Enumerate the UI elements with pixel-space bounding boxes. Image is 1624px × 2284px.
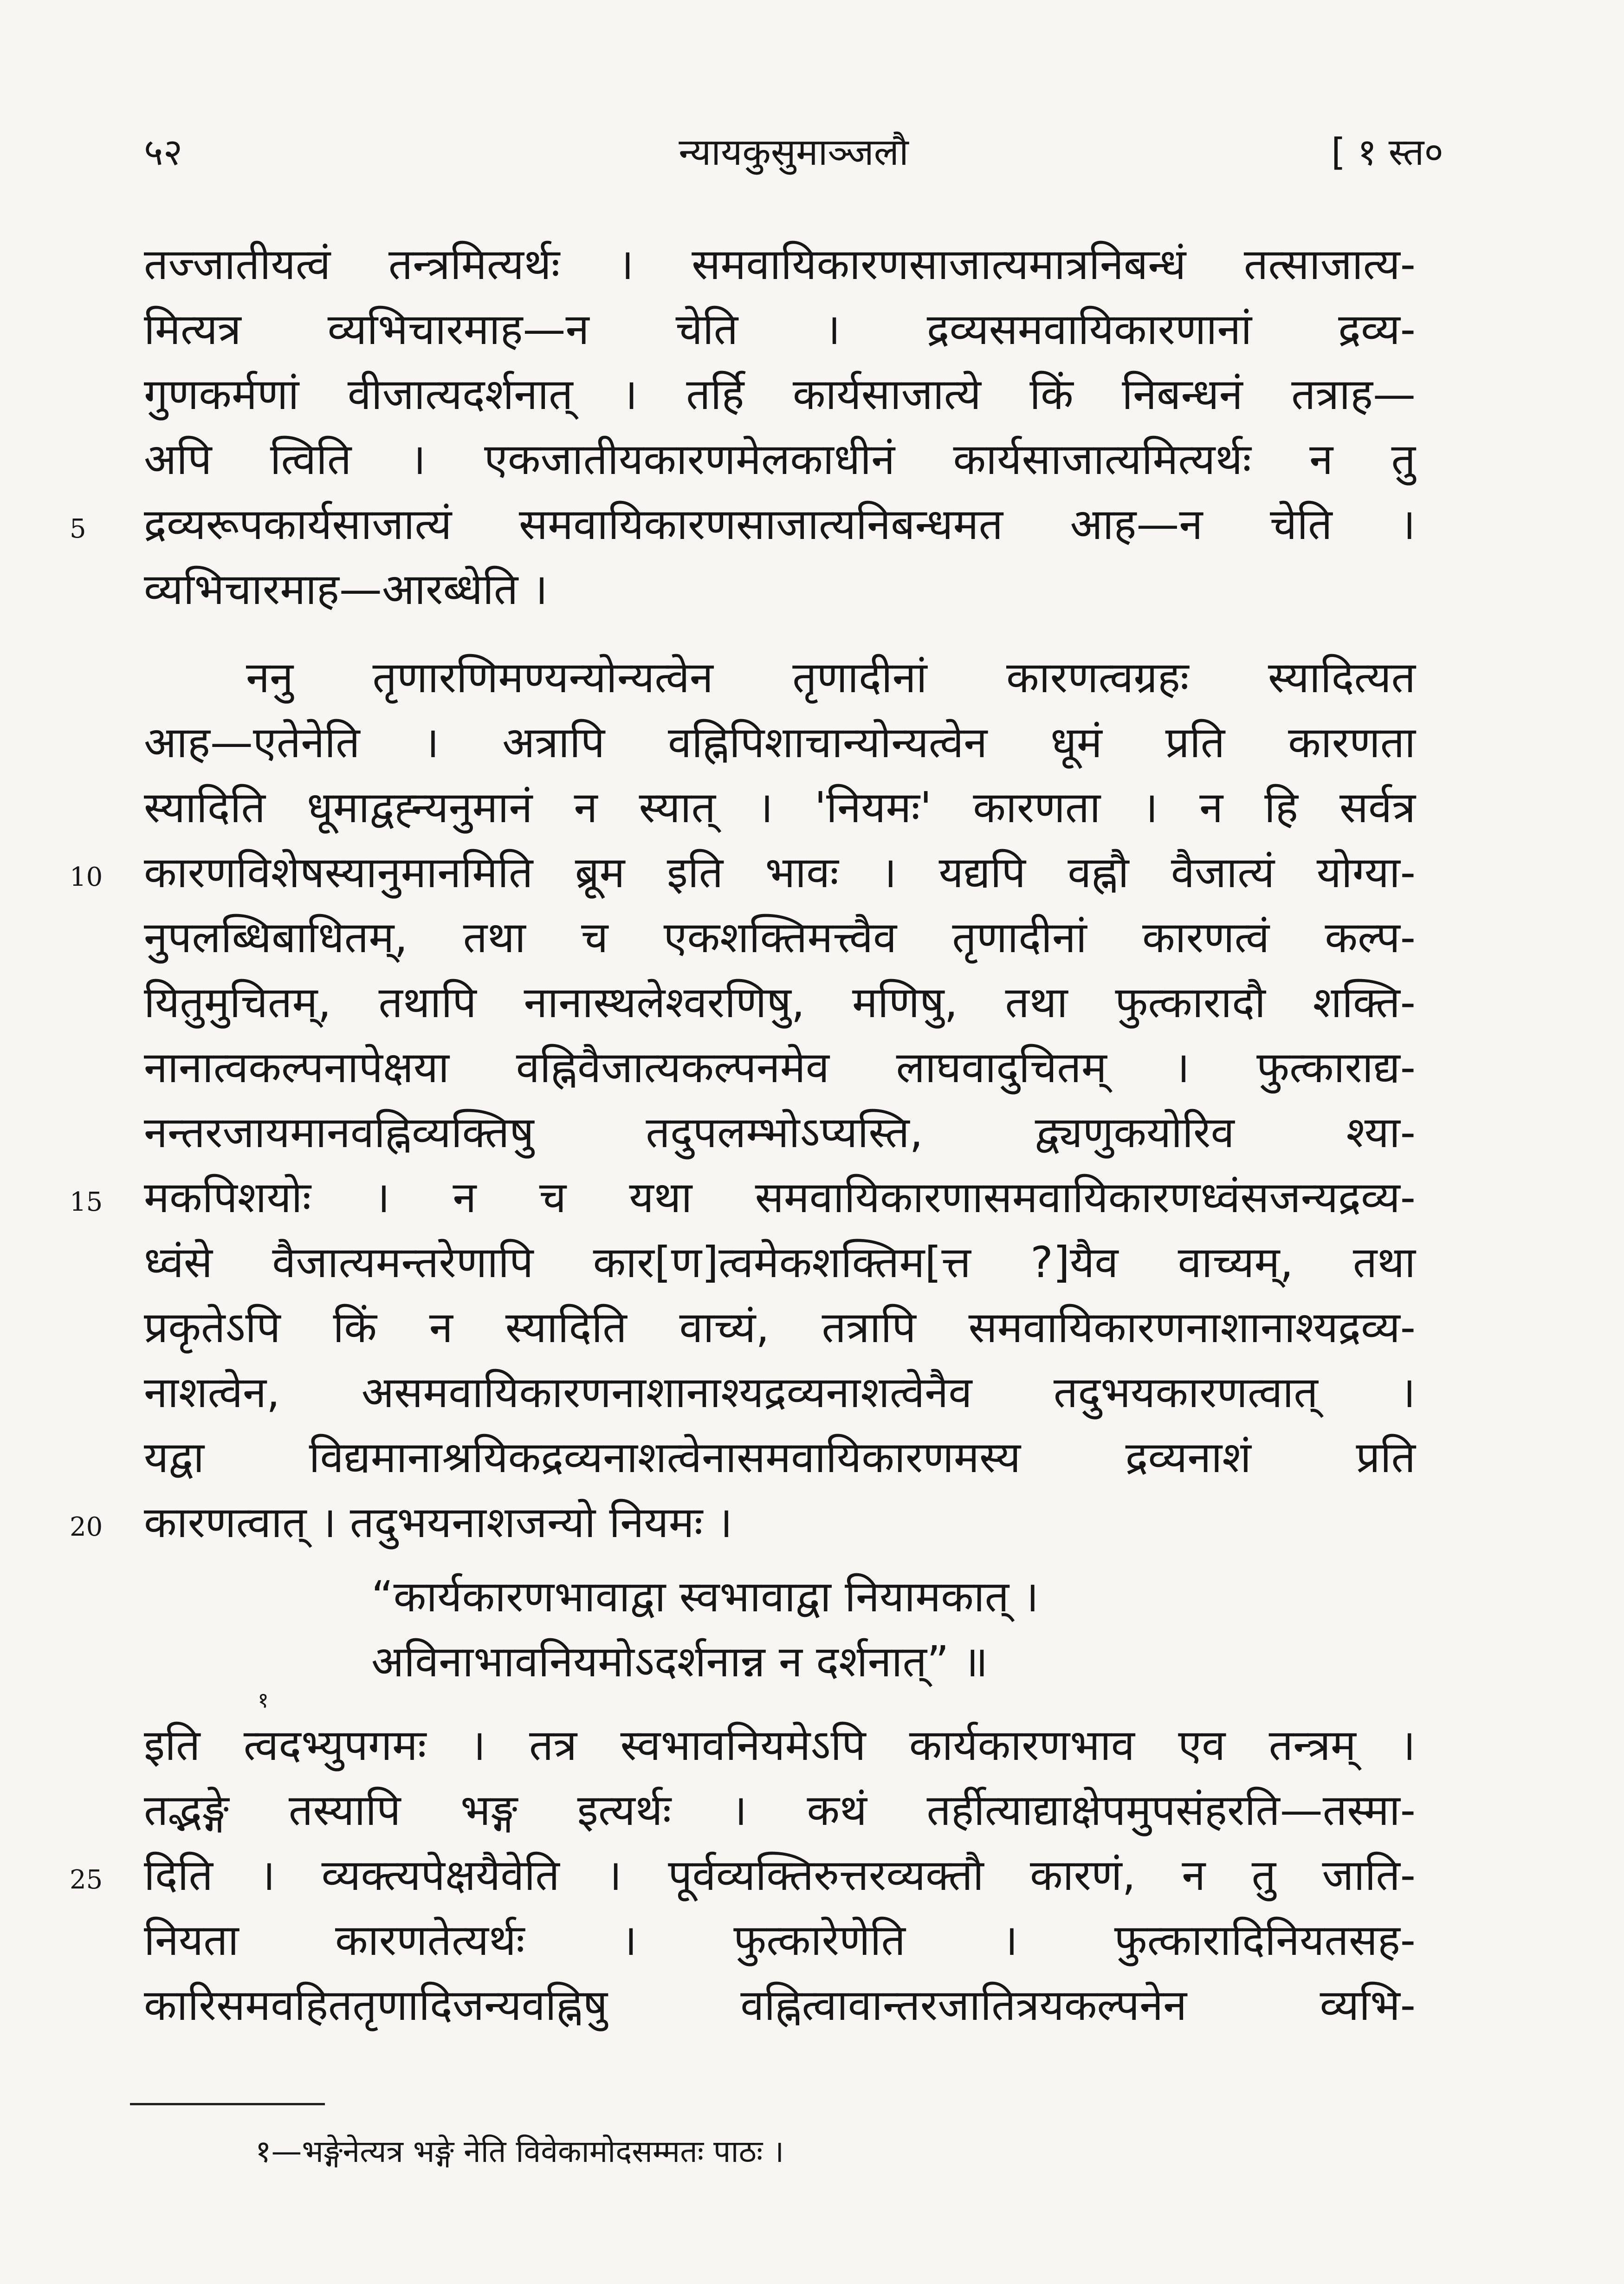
text-line: मकपिशयोः । न च यथा समवायिकारणासमवायिकारणध्वंसजन्यद्रव्य- — [144, 1173, 1416, 1222]
line-number: 25 — [70, 1865, 103, 1895]
text-line: ननु तृणारणिमण्यन्योन्यत्वेन तृणादीनां कारणत्वग्रहः स्यादित्यत — [246, 653, 1416, 702]
text-line: इति त्वदभ्युपगमः । तत्र स्वभावनियमेऽपि कार्यकारणभाव एव तन्त्रम् । — [144, 1720, 1416, 1770]
running-title: न्यायकुसुमाञ्जलौ — [679, 130, 909, 174]
text-line: दिति । व्यक्त्यपेक्षयैवेति । पूर्वव्यक्तिरुत्तरव्यक्तौ कारणं, न तु जाति- — [144, 1850, 1416, 1900]
text-line: यद्वा विद्यमानाश्रयिकद्रव्यनाशत्वेनासमवायिकारणमस्य द्रव्यनाशं प्रति — [144, 1433, 1416, 1482]
footnote-rule — [130, 2103, 325, 2105]
text-line: व्यभिचारमाह—आरब्धेति । — [144, 565, 548, 614]
text-line: गुणकर्मणां वीजात्यदर्शनात् । तर्हि कार्यसाजात्ये किं निबन्धनं तत्राह— — [144, 370, 1416, 419]
text-line: कारणत्वात् । तदुभयनाशजन्यो नियमः । — [144, 1498, 733, 1547]
page-number: ५२ — [144, 130, 183, 174]
text-line: नाशत्वेन, असमवायिकारणनाशानाश्यद्रव्यनाशत्वेनैव तदुभयकारणत्वात् । — [144, 1368, 1416, 1417]
verse-line: “कार्यकारणभावाद्वा स्वभावाद्वा नियामकात् । — [371, 1572, 1039, 1622]
text-line: तज्जातीयत्वं तन्त्रमित्यर्थः । समवायिकारणसाजात्यमात्रनिबन्धं तत्साजात्य- — [144, 240, 1416, 289]
verse-line: अविनाभावनियमोऽदर्शनान्न न दर्शनात्” ॥ — [371, 1637, 988, 1687]
text-line: स्यादिति धूमाद्वह्न्यनुमानं न स्यात् । 'नियमः' कारणता । न हि सर्वत्र — [144, 783, 1416, 832]
footnote-marker: १ — [258, 1687, 269, 1713]
text-line: अपि त्विति । एकजातीयकारणमेलकाधीनं कार्यसाजात्यमित्यर्थः न तु — [144, 435, 1416, 484]
text-line: कारणविशेषस्यानुमानमिति ब्रूम इति भावः । यद्यपि वह्नौ वैजात्यं योग्या- — [144, 848, 1416, 897]
text-line: प्रकृतेऽपि किं न स्यादिति वाच्यं, तत्रापि समवायिकारणनाशानाश्यद्रव्य- — [144, 1303, 1416, 1352]
text-line: नानात्वकल्पनापेक्षया वह्निवैजात्यकल्पनमेव लाघवादुचितम् । फुत्काराद्य- — [144, 1043, 1416, 1092]
text-line: नन्तरजायमानवह्निव्यक्तिषु तदुपलम्भोऽप्यस्ति, द्व्यणुकयोरिव श्या- — [144, 1108, 1416, 1157]
footnote: १—भङ्गेनेत्यत्र भङ्गे नेति विवेकामोदसम्मतः पाठः । — [255, 2134, 784, 2169]
line-number: 15 — [70, 1187, 103, 1217]
running-header — [144, 125, 1443, 181]
text-line: आह—एतेनेति । अत्रापि वह्निपिशाचान्योन्यत्वेन धूमं प्रति कारणता — [144, 718, 1416, 767]
text-line: यितुमुचितम्, तथापि नानास्थलेश्वरणिषु, मणिषु, तथा फुत्कारादौ शक्ति- — [144, 978, 1416, 1027]
text-line: ध्वंसे वैजात्यमन्तरेणापि कार[ण]त्वमेकशक्तिम[त्त ?]यैव वाच्यम्, तथा — [144, 1238, 1416, 1287]
text-line: कारिसमवहिततृणादिजन्यवह्निषु वह्नित्वावान्तरजातित्रयकल्पनेन व्यभि- — [144, 1980, 1416, 2030]
text-line: द्रव्यरूपकार्यसाजात्यं समवायिकारणसाजात्यनिबन्धमत आह—न चेति । — [144, 500, 1416, 549]
text-line: नियता कारणतेत्यर्थः । फुत्कारेणेति । फुत्कारादिनियतसह- — [144, 1915, 1416, 1965]
text-line: मित्यत्र व्यभिचारमाह—न चेति । द्रव्यसमवायिकारणानां द्रव्य- — [144, 305, 1416, 354]
line-number: 10 — [70, 862, 103, 892]
section-marker: [ १ स्त० — [1331, 130, 1443, 174]
text-line: नुपलब्धिबाधितम्, तथा च एकशक्तिमत्त्वैव तृणादीनां कारणत्वं कल्प- — [144, 913, 1416, 962]
line-number: 20 — [70, 1512, 103, 1542]
text-line: तद्भङ्गे तस्यापि भङ्ग इत्यर्थः । कथं तर्हीत्याद्याक्षेपमुपसंहरति—तस्मा- — [144, 1785, 1416, 1835]
line-number: 5 — [70, 514, 86, 544]
